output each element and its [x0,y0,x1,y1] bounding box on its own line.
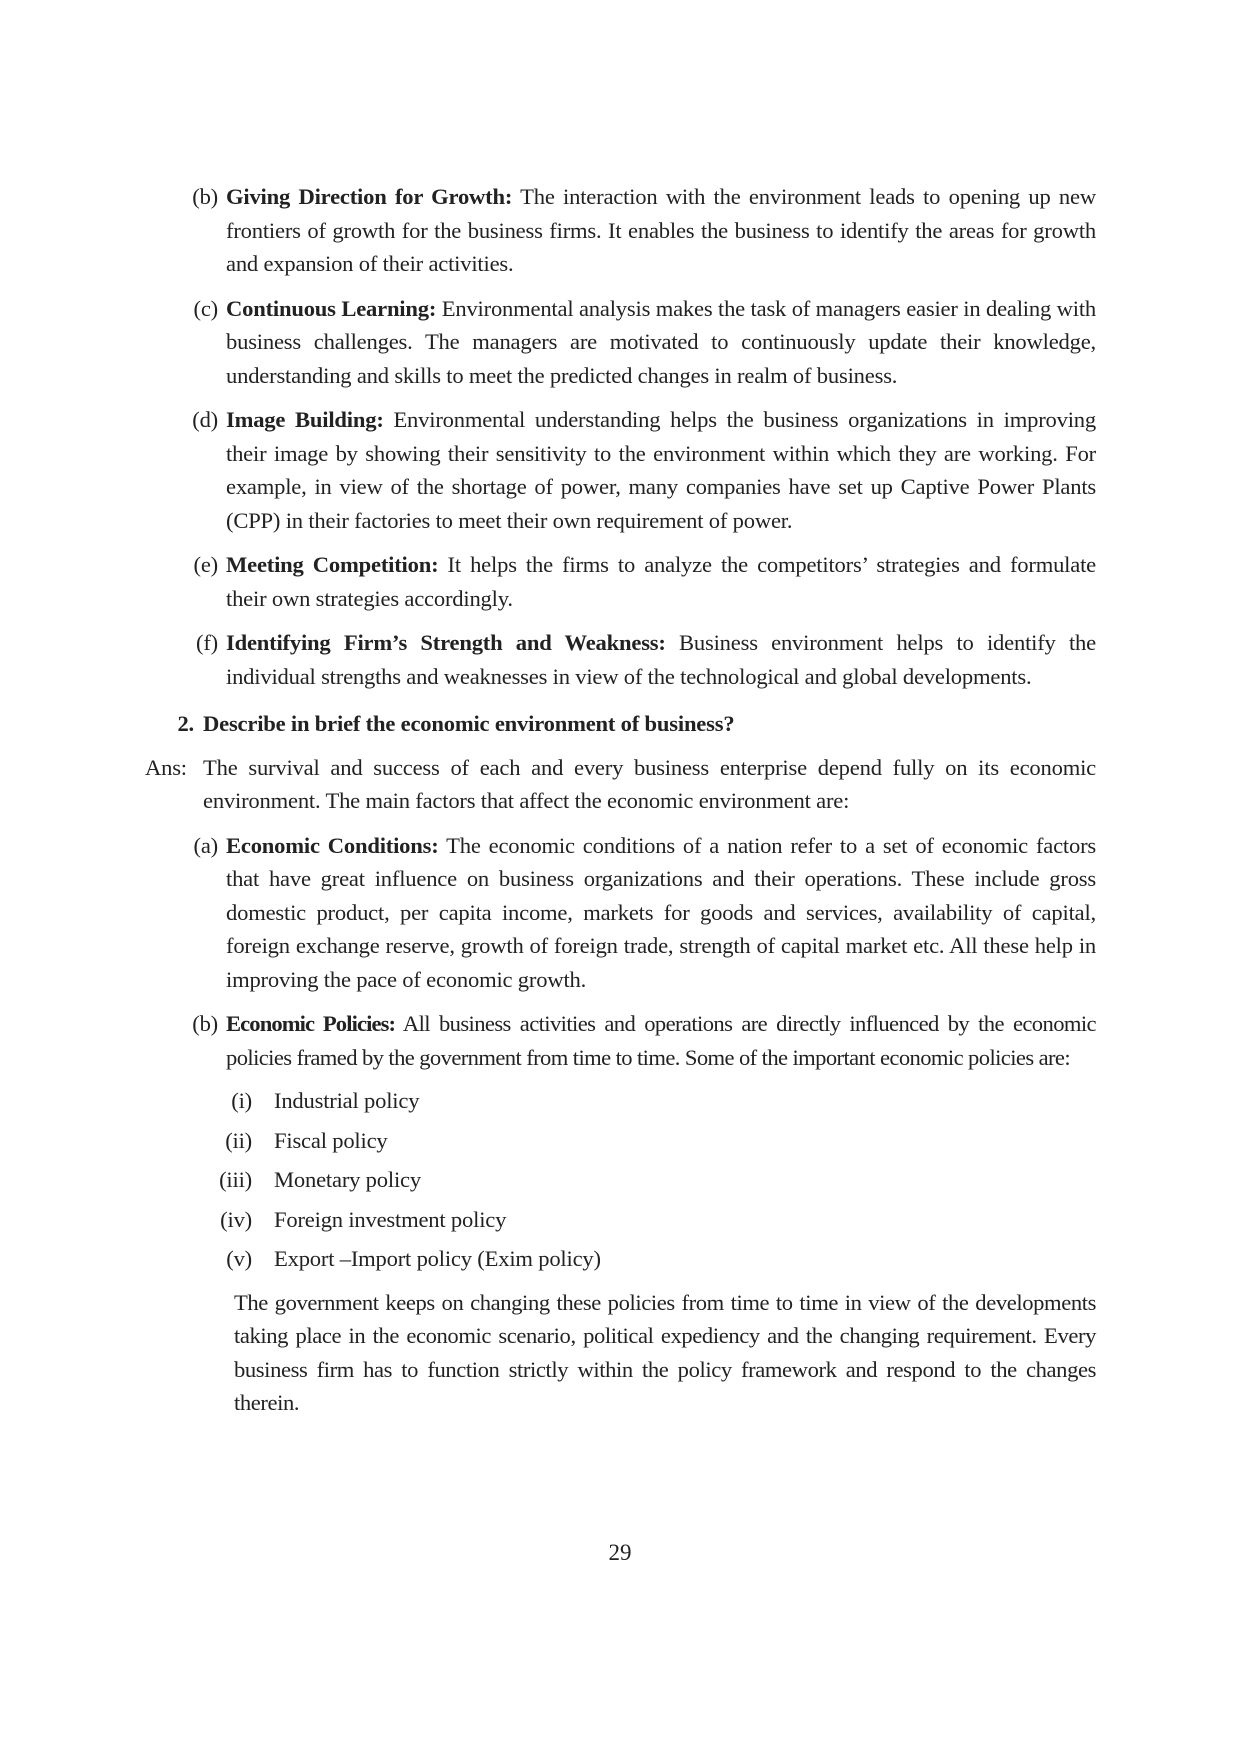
list-item-continuous-learning [148,292,1096,393]
item-title: Meeting Competition: [226,552,439,577]
list-item-giving-direction [148,180,1096,281]
policy-text: Export –Import policy (Exim policy) [274,1246,601,1271]
item-label: (f) [196,630,218,655]
item-label: (b) [192,1011,218,1036]
item-body [226,829,1096,997]
item-text: Environmental understanding helps the business organizations in improving their image by showing their sensitivity to the environment within which they are working. For example, in view of the shortage of power, many companies have set up Captive Power Plants (CPP) in their factories to meet their own requirement of power. [226,407,1096,533]
list-item-economic-policies [148,1007,1096,1074]
item-title: Economic Policies: [226,1011,396,1036]
policy-label: (v) [226,1246,252,1271]
item-label: (c) [193,295,218,321]
list-item-economic-conditions [148,829,1096,997]
page-content [145,180,1096,1420]
question-number: 2. [177,711,194,736]
item-text: Environmental analysis makes the task of managers easier in dealing with business challenges. The managers are motivated to continuously update their knowledge, understanding and skills to meet the predicted changes in realm of business. [226,295,1096,388]
item-body [226,548,1096,615]
list-item-meeting-competition [148,548,1096,615]
policy-item [148,1242,1096,1276]
policy-item [148,1163,1096,1197]
item-body [226,292,1096,393]
policy-text: Industrial policy [274,1088,420,1113]
list-item-image-building [148,403,1096,537]
question-text: Describe in brief the economic environment of business? [203,711,735,736]
list-item-strength-weakness [148,626,1096,693]
item-text: The interaction with the environment leads to opening up new frontiers of growth for the business firms. It enables the business to identify the areas for growth and expansion of their activities. [226,184,1096,276]
policy-text: Monetary policy [274,1167,421,1192]
policy-label: (ii) [225,1127,252,1153]
answer-label: Ans: [145,754,187,780]
item-text: Business environment helps to identify the individual strengths and weaknesses in view of the technological and global developments. [226,630,1096,689]
item-label: (d) [192,407,218,432]
item-body [226,626,1096,693]
item-text: All business activities and operations are directly influenced by the economic policies framed by the government from time to time. Some of the important economic policies are: [226,1011,1096,1070]
item-body [226,180,1096,281]
policy-text: Foreign investment policy [274,1206,507,1232]
item-title: Continuous Learning: [226,295,437,321]
policy-label: (i) [231,1088,252,1113]
item-text: The economic conditions of a nation refer to a set of economic factors that have great influence on business organizations and their operations. These include gross domestic product, per capita income, markets for goods and services, availability of capital, foreign exchange reserve, growth of foreign trade, strength of capital market etc. All these help in improving the pace of economic growth. [226,832,1096,992]
policy-item [148,1124,1096,1158]
policy-item [148,1084,1096,1118]
item-body [226,403,1096,537]
closing-paragraph: The government keeps on changing these policies from time to time in view of the developments taking place in the economic scenario, political expediency and the changing requirement. Every business firm has to function strictly within the policy framework and respond to the changes therein. [234,1289,1096,1415]
answer-text: The survival and success of each and every business enterprise depend fully on its economic environment. The main factors that affect the economic environment are: [203,754,1096,813]
item-title: Economic Conditions: [226,832,439,858]
policy-text: Fiscal policy [274,1127,388,1153]
answer [145,751,1096,818]
question [148,707,1096,741]
page-number: 29 [608,1540,632,1565]
item-title: Image Building: [226,407,384,432]
policy-label: (iii) [219,1167,252,1192]
item-label: (b) [192,184,218,209]
item-text: It helps the firms to analyze the competitors’ strategies and formulate their own strategies accordingly. [226,552,1096,611]
item-title: Giving Direction for Growth: [226,184,513,209]
item-title: Identifying Firm’s Strength and Weakness: [226,630,666,655]
item-label: (e) [193,552,218,577]
item-body [226,1007,1096,1074]
item-label: (a) [193,832,218,858]
policy-label: (iv) [220,1206,252,1232]
policy-item [148,1203,1096,1237]
